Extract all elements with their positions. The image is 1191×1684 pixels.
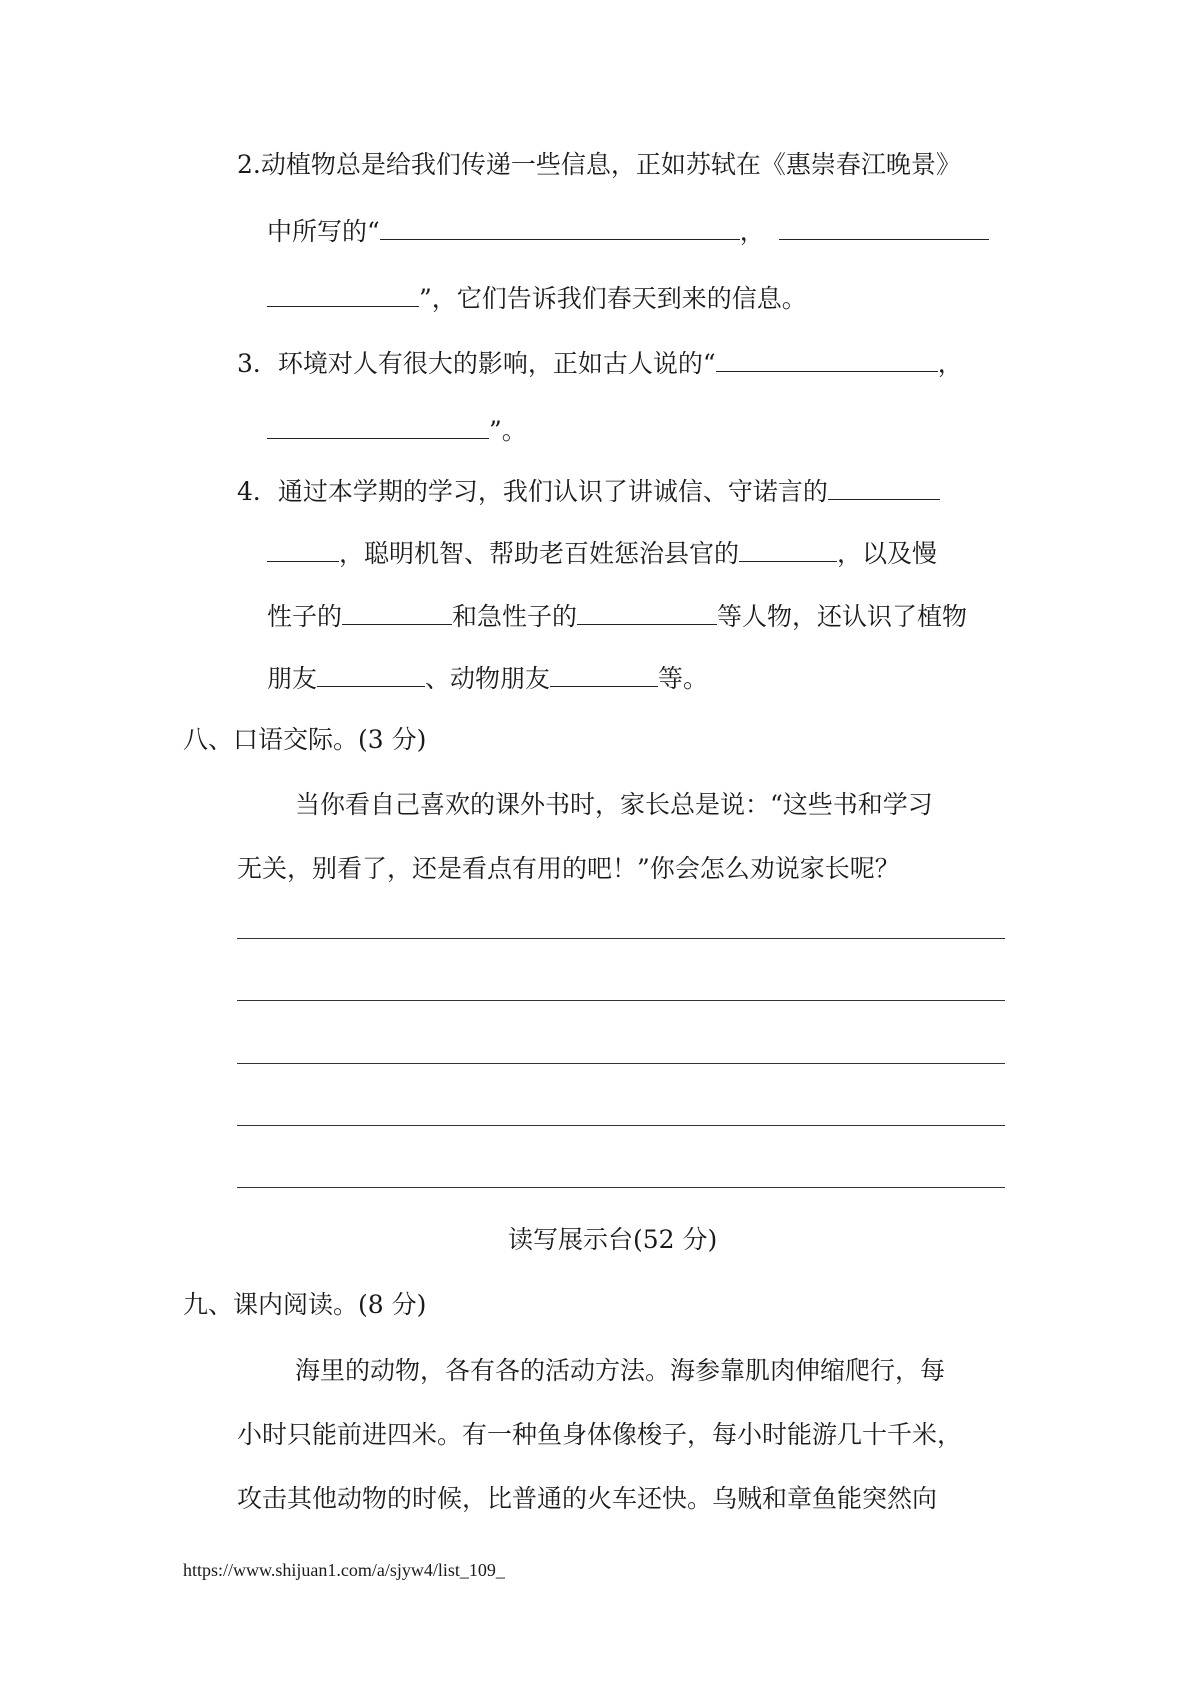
q3-line1-comma: ， (937, 349, 963, 378)
answer-line-5[interactable] (237, 1187, 1005, 1188)
q3-line2 (267, 412, 527, 448)
section8-para-line1: 当你看自己喜欢的课外书时，家长总是说：“这些书和学习 (295, 790, 933, 819)
q4-line4-c: 等。 (658, 664, 709, 693)
q4-blank-5[interactable] (317, 660, 425, 687)
q2-blank-1[interactable] (380, 213, 740, 240)
q2-line3 (267, 280, 807, 316)
section9-para-line2: 小时只能前进四米。有一种鱼身体像梭子，每小时能游几十千米， (237, 1420, 963, 1449)
q3-line1-prefix: 3．环境对人有很大的影响，正如古人说的“ (237, 349, 716, 378)
q2-line2-comma: ， (739, 217, 765, 246)
q4-line4 (267, 660, 708, 696)
q4-blank-3[interactable] (342, 598, 452, 625)
q4-line3 (267, 598, 967, 634)
section9-para-line1: 海里的动物，各有各的活动方法。海参靠肌肉伸缩爬行，每 (295, 1356, 946, 1385)
q4-line1 (237, 473, 940, 509)
q2-line1: 2.动植物总是给我们传递一些信息，正如苏轼在《惠崇春江晚景》 (237, 150, 961, 179)
answer-line-3[interactable] (237, 1063, 1005, 1064)
q4-line2-a: ，聪明机智、帮助老百姓惩治县官的 (339, 539, 740, 568)
part-title: 读写展示台(52 分) (508, 1225, 718, 1254)
answer-line-1[interactable] (237, 938, 1005, 939)
q2-line2 (267, 213, 989, 249)
q4-line1-prefix: 4．通过本学期的学习，我们认识了讲诚信、守诺言的 (237, 477, 828, 506)
q2-line3-suffix: ”，它们告诉我们春天到来的信息。 (419, 284, 807, 313)
q3-blank-1[interactable] (716, 345, 938, 372)
q4-blank-2[interactable] (739, 535, 837, 562)
q2-line2-prefix: 中所写的“ (267, 217, 380, 246)
q4-blank-1a[interactable] (828, 473, 940, 500)
section8-para-line2: 无关，别看了，还是看点有用的吧！”你会怎么劝说家长呢？ (237, 854, 900, 883)
section9-title: 九、课内阅读。(8 分) (183, 1290, 427, 1319)
section8-title: 八、口语交际。(3 分) (183, 725, 427, 754)
answer-line-4[interactable] (237, 1125, 1005, 1126)
q4-line3-c: 等人物，还认识了植物 (717, 602, 968, 631)
q3-line2-suffix: ”。 (489, 416, 527, 445)
q4-blank-4[interactable] (577, 598, 717, 625)
q4-line4-a: 朋友 (267, 664, 318, 693)
answer-line-2[interactable] (237, 1000, 1005, 1001)
q4-blank-6[interactable] (550, 660, 658, 687)
footer-url[interactable]: https://www.shijuan1.com/a/sjyw4/list_109_ (183, 1560, 505, 1580)
q4-blank-1b[interactable] (267, 535, 339, 562)
q2-blank-2a[interactable] (779, 213, 989, 240)
q3-line1 (237, 345, 963, 381)
section9-para-line3: 攻击其他动物的时候，比普通的火车还快。乌贼和章鱼能突然向 (237, 1484, 938, 1513)
q4-line2 (267, 535, 937, 571)
q3-blank-2[interactable] (267, 412, 489, 439)
q2-blank-2b[interactable] (267, 280, 419, 307)
q4-line3-b: 和急性子的 (452, 602, 578, 631)
q4-line4-b: 、动物朋友 (425, 664, 551, 693)
q4-line2-b: ，以及慢 (837, 539, 938, 568)
q4-line3-a: 性子的 (267, 602, 343, 631)
